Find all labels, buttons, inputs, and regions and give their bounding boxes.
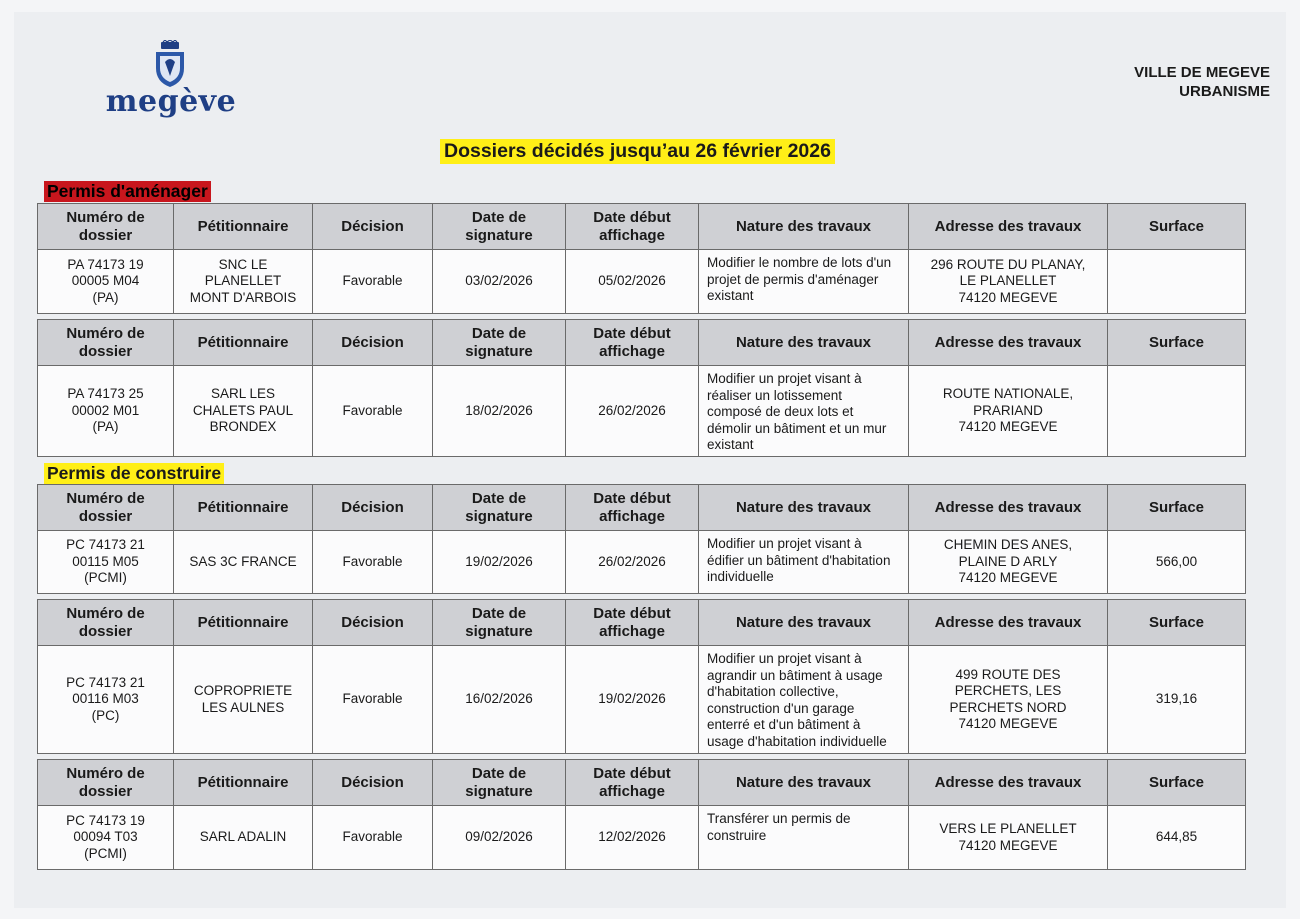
col-header-numero: Numéro de dossier (38, 204, 174, 250)
cell-line: BRONDEX (209, 419, 277, 435)
col-header-decision: Décision (313, 485, 433, 531)
cell-nature (699, 366, 909, 457)
cell-line: 74120 MEGEVE (958, 570, 1058, 586)
cell-petitionnaire (174, 806, 313, 870)
cell-line: PLAINE D ARLY (958, 553, 1058, 569)
col-header-surface: Surface (1108, 600, 1246, 646)
col-header-date-affichage: Date début affichage (566, 204, 699, 250)
col-header-nature: Nature des travaux (699, 600, 909, 646)
cell-line: 00002 M01 (71, 402, 140, 418)
col-header-petitionnaire: Pétitionnaire (174, 760, 313, 806)
cell-adresse (909, 366, 1108, 457)
header-row (38, 204, 1246, 250)
cell-numero (38, 250, 174, 314)
cell-line: SARL ADALIN (199, 829, 287, 845)
cell-line: projet de permis d'aménager (707, 271, 879, 287)
col-header-adresse: Adresse des travaux (909, 600, 1108, 646)
cell-line: PERCHETS NORD (949, 699, 1067, 715)
cell-petitionnaire (174, 366, 313, 457)
col-header-numero: Numéro de dossier (38, 485, 174, 531)
cell-date-affichage: 26/02/2026 (566, 531, 699, 594)
cell-line: PC 74173 21 (66, 674, 145, 690)
cell-line: existant (707, 437, 754, 452)
logo-wordmark: megève (105, 84, 237, 119)
cell-line: SAS 3C FRANCE (189, 553, 297, 569)
dossier-table (37, 319, 1246, 457)
dossier-table (37, 203, 1246, 314)
col-header-petitionnaire: Pétitionnaire (174, 204, 313, 250)
cell-line: COPROPRIETE (193, 683, 293, 698)
col-header-nature: Nature des travaux (699, 485, 909, 531)
col-header-surface: Surface (1108, 760, 1246, 806)
header-row (38, 600, 1246, 646)
cell-date-signature: 03/02/2026 (433, 250, 566, 314)
cell-line: d'habitation collective, (707, 684, 839, 699)
col-header-surface: Surface (1108, 204, 1246, 250)
crest-icon (152, 40, 188, 88)
dossier-table (37, 484, 1246, 594)
col-header-adresse: Adresse des travaux (909, 760, 1108, 806)
cell-petitionnaire (174, 646, 313, 754)
col-header-surface: Surface (1108, 485, 1246, 531)
col-header-date-signature: Date de signature (433, 600, 566, 646)
cell-date-affichage: 12/02/2026 (566, 806, 699, 870)
cell-adresse (909, 806, 1108, 870)
cell-date-signature: 19/02/2026 (433, 531, 566, 594)
col-header-decision: Décision (313, 600, 433, 646)
cell-line: 00094 T03 (73, 829, 138, 845)
cell-line: Modifier un projet visant à (707, 536, 862, 551)
cell-line: PERCHETS, LES (954, 683, 1062, 698)
cell-line: enterré et d'un bâtiment à (707, 717, 861, 732)
cell-line: 74120 MEGEVE (958, 837, 1058, 853)
org-line-city: VILLE DE MEGEVE (1134, 64, 1270, 81)
cell-line: LE PLANELLET (959, 273, 1057, 289)
cell-line: Modifier un projet visant à (707, 371, 862, 386)
cell-petitionnaire (174, 531, 313, 594)
col-header-date-signature: Date de signature (433, 485, 566, 531)
cell-nature (699, 646, 909, 754)
cell-line: 00116 M03 (72, 691, 139, 707)
cell-line: ROUTE NATIONALE, (942, 386, 1074, 402)
cell-line: Transférer un permis de (707, 811, 851, 826)
col-header-date-affichage: Date début affichage (566, 600, 699, 646)
col-header-date-affichage: Date début affichage (566, 760, 699, 806)
cell-line: (PCMI) (84, 845, 127, 861)
cell-decision: Favorable (313, 531, 433, 594)
cell-line: CHEMIN DES ANES, (943, 537, 1073, 553)
cell-surface: 566,00 (1108, 531, 1246, 594)
cell-surface (1108, 366, 1246, 457)
page-title: Dossiers décidés jusqu’au 26 février 2026 (440, 139, 835, 164)
dossier-table (37, 759, 1246, 870)
col-header-date-signature: Date de signature (433, 204, 566, 250)
cell-line: agrandir un bâtiment à usage (707, 667, 883, 683)
cell-line: PC 74173 19 (66, 812, 145, 828)
cell-surface: 319,16 (1108, 646, 1246, 754)
col-header-decision: Décision (313, 320, 433, 366)
cell-line: 74120 MEGEVE (958, 716, 1058, 731)
megeve-logo (86, 40, 256, 120)
section-title-construire: Permis de construire (44, 463, 224, 484)
table-row (38, 250, 1246, 314)
cell-line: VERS LE PLANELLET (939, 821, 1077, 836)
col-header-date-affichage: Date début affichage (566, 320, 699, 366)
cell-adresse (909, 250, 1108, 314)
cell-line: individuelle (707, 569, 774, 584)
cell-nature (699, 531, 909, 594)
cell-date-affichage: 19/02/2026 (566, 646, 699, 754)
col-header-decision: Décision (313, 204, 433, 250)
cell-petitionnaire (174, 250, 313, 314)
cell-line: SNC LE (218, 256, 268, 272)
col-header-nature: Nature des travaux (699, 320, 909, 366)
table-row (38, 806, 1246, 870)
col-header-petitionnaire: Pétitionnaire (174, 320, 313, 366)
cell-line: SARL LES (210, 386, 276, 402)
cell-line: 00005 M04 (71, 273, 140, 289)
cell-numero (38, 531, 174, 594)
col-header-adresse: Adresse des travaux (909, 320, 1108, 366)
cell-line: existant (707, 288, 754, 303)
cell-line: PA 74173 25 (67, 386, 144, 402)
cell-line: 00115 M05 (72, 553, 139, 569)
col-header-numero: Numéro de dossier (38, 320, 174, 366)
cell-line: LES AULNES (201, 699, 285, 715)
cell-line: CHALETS PAUL (192, 402, 294, 418)
cell-line: (PCMI) (84, 570, 127, 586)
cell-line: Modifier un projet visant à (707, 651, 862, 666)
cell-line: Modifier le nombre de lots d'un (707, 255, 892, 270)
col-header-nature: Nature des travaux (699, 204, 909, 250)
cell-decision: Favorable (313, 250, 433, 314)
cell-line: usage d'habitation individuelle (707, 733, 887, 749)
col-header-adresse: Adresse des travaux (909, 485, 1108, 531)
header-row (38, 760, 1246, 806)
cell-decision: Favorable (313, 646, 433, 754)
cell-line: 499 ROUTE DES (955, 666, 1061, 682)
cell-decision: Favorable (313, 806, 433, 870)
col-header-date-affichage: Date début affichage (566, 485, 699, 531)
cell-line: composé de deux lots et (707, 404, 854, 419)
table-row (38, 531, 1246, 594)
col-header-petitionnaire: Pétitionnaire (174, 485, 313, 531)
col-header-numero: Numéro de dossier (38, 760, 174, 806)
cell-line: PA 74173 19 (67, 256, 144, 272)
cell-line: (PC) (91, 707, 120, 723)
cell-surface (1108, 250, 1246, 314)
org-line-department: URBANISME (1179, 83, 1270, 100)
cell-nature (699, 250, 909, 314)
col-header-date-signature: Date de signature (433, 320, 566, 366)
cell-line: (PA) (92, 419, 119, 435)
cell-line: 74120 MEGEVE (958, 289, 1058, 305)
cell-line: 296 ROUTE DU PLANAY, (930, 256, 1086, 272)
col-header-nature: Nature des travaux (699, 760, 909, 806)
col-header-decision: Décision (313, 760, 433, 806)
cell-line: réaliser un lotissement (707, 387, 843, 403)
cell-date-signature: 16/02/2026 (433, 646, 566, 754)
cell-decision: Favorable (313, 366, 433, 457)
section-title-amenager: Permis d'aménager (44, 181, 211, 202)
header-row (38, 485, 1246, 531)
col-header-petitionnaire: Pétitionnaire (174, 600, 313, 646)
cell-line: construire (707, 827, 767, 843)
cell-line: (PA) (92, 289, 119, 305)
col-header-numero: Numéro de dossier (38, 600, 174, 646)
col-header-date-signature: Date de signature (433, 760, 566, 806)
cell-line: MONT D'ARBOIS (189, 289, 297, 305)
cell-numero (38, 646, 174, 754)
cell-surface: 644,85 (1108, 806, 1246, 870)
dossier-table (37, 599, 1246, 754)
cell-line: démolir un bâtiment et un mur (707, 420, 887, 436)
cell-line: PC 74173 21 (66, 537, 145, 553)
cell-date-affichage: 26/02/2026 (566, 366, 699, 457)
organization-header (1134, 63, 1270, 101)
cell-numero (38, 366, 174, 457)
table-row (38, 366, 1246, 457)
cell-adresse (909, 531, 1108, 594)
cell-date-signature: 18/02/2026 (433, 366, 566, 457)
cell-line: édifier un bâtiment d'habitation (707, 552, 891, 568)
cell-line: 74120 MEGEVE (958, 419, 1058, 435)
cell-line: PRARIAND (973, 402, 1043, 418)
header-row (38, 320, 1246, 366)
cell-line: construction d'un garage (707, 700, 855, 716)
cell-numero (38, 806, 174, 870)
cell-date-signature: 09/02/2026 (433, 806, 566, 870)
cell-line: PLANELLET (204, 273, 282, 289)
cell-nature (699, 806, 909, 870)
cell-date-affichage: 05/02/2026 (566, 250, 699, 314)
table-row (38, 646, 1246, 754)
col-header-adresse: Adresse des travaux (909, 204, 1108, 250)
col-header-surface: Surface (1108, 320, 1246, 366)
cell-adresse (909, 646, 1108, 754)
